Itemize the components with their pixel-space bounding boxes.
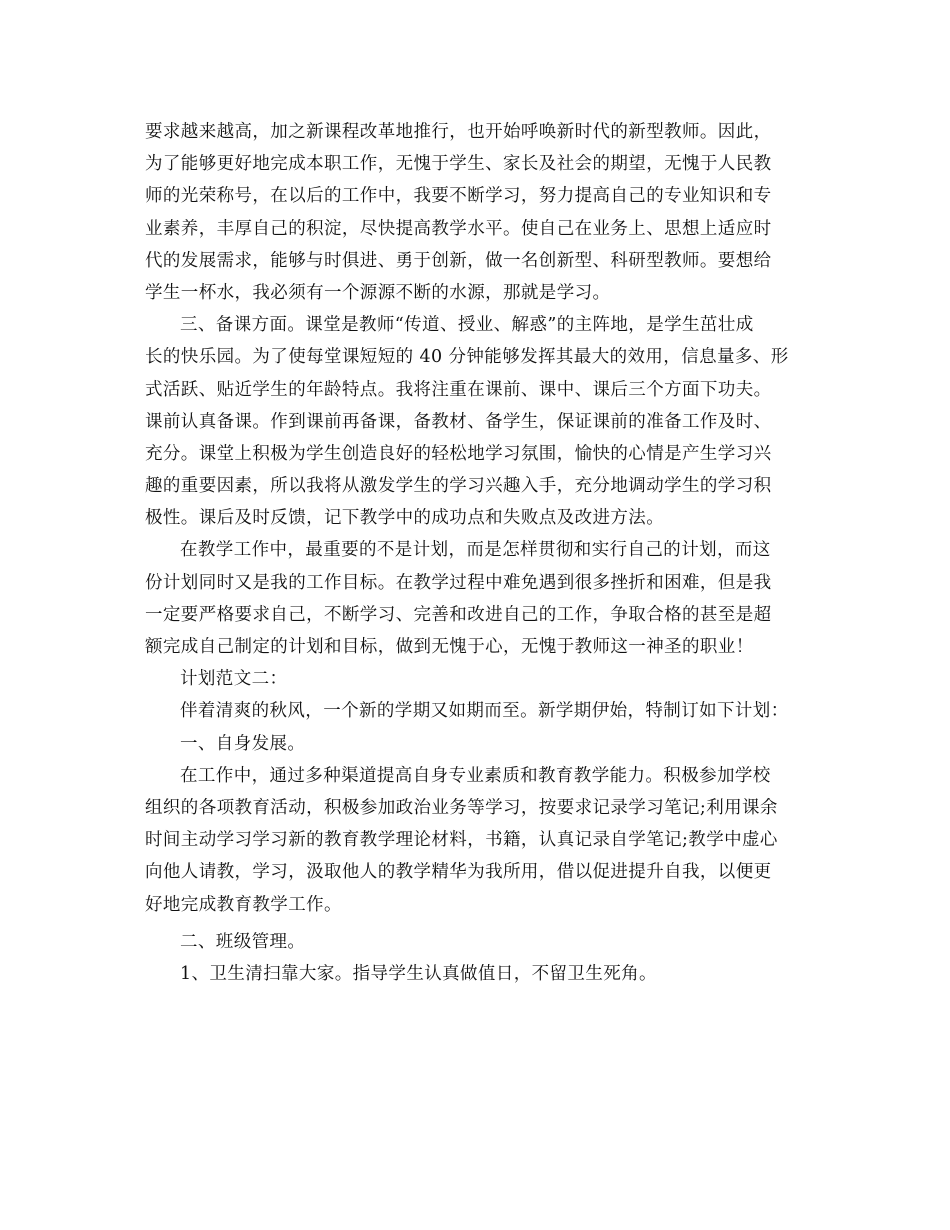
text-line: 伴着清爽的秋风，一个新的学期又如期而至。新学期伊始，特制订如下计划： xyxy=(180,701,789,722)
paragraph xyxy=(145,926,815,958)
text-line: 在教学工作中，最重要的不是计划，而是怎样贯彻和实行自己的计划，而这 xyxy=(180,540,771,561)
paragraph xyxy=(145,695,815,727)
text-line: 二、班级管理。 xyxy=(180,931,306,952)
paragraph xyxy=(145,534,815,663)
paragraph xyxy=(145,309,815,534)
text-line: 1、卫生清扫靠大家。指导学生认真做值日，不留卫生死角。 xyxy=(180,963,657,984)
text-line: 时间主动学习学习新的教育教学理论材料，书籍，认真记录自学笔记;教学中虚心 xyxy=(145,830,778,851)
text-line: 充分。课堂上积极为学生创造良好的轻松地学习氛围，愉快的心情是产生学习兴 xyxy=(145,443,772,464)
paragraph xyxy=(145,116,815,309)
text-line: 为了能够更好地完成本职工作，无愧于学生、家长及社会的期望，无愧于人民教 xyxy=(145,154,772,175)
paragraph xyxy=(145,663,815,695)
paragraph xyxy=(145,958,815,990)
text-line: 份计划同时又是我的工作目标。在教学过程中难免遇到很多挫折和困难，但是我 xyxy=(145,572,772,593)
text-line: 趣的重要因素，所以我将从激发学生的学习兴趣入手，充分地调动学生的学习积 xyxy=(145,476,772,497)
text-line: 课前认真备课。作到课前再备课，备教材、备学生，保证课前的准备工作及时、 xyxy=(145,411,772,432)
text-line: 好地完成教育教学工作。 xyxy=(145,894,342,915)
text-line: 一定要严格要求自己，不断学习、完善和改进自己的工作，争取合格的甚至是超 xyxy=(145,604,772,625)
text-line: 极性。课后及时反馈，记下教学中的成功点和失败点及改进方法。 xyxy=(145,508,665,529)
text-line: 向他人请教，学习，汲取他人的教学精华为我所用，借以促进提升自我，以便更 xyxy=(145,862,772,883)
paragraph xyxy=(145,760,815,921)
text-line: 业素养，丰厚自己的积淀，尽快提高教学水平。使自己在业务上、思想上适应时 xyxy=(145,218,772,239)
text-line: 额完成自己制定的计划和目标，做到无愧于心，无愧于教师这一神圣的职业！ xyxy=(145,637,754,657)
document-page xyxy=(145,116,815,990)
text-line: 师的光荣称号，在以后的工作中，我要不断学习，努力提高自己的专业知识和专 xyxy=(145,186,772,207)
text-line: 式活跃、贴近学生的年龄特点。我将注重在课前、课中、课后三个方面下功夫。 xyxy=(145,379,772,400)
text-line: 一、自身发展。 xyxy=(180,733,306,754)
paragraph xyxy=(145,728,815,760)
text-line: 在工作中，通过多种渠道提高自身专业素质和教育教学能力。积极参加学校 xyxy=(180,765,771,786)
text-line: 学生一杯水，我必须有一个源源不断的水源，那就是学习。 xyxy=(145,282,611,303)
text-line: 要求越来越高，加之新课程改革地推行，也开始呼唤新时代的新型教师。因此， xyxy=(145,122,772,142)
text-line: 长的快乐园。为了使每堂课短短的 40 分钟能够发挥其最大的效用，信息量多、形 xyxy=(145,347,789,368)
text-line: 三、备课方面。课堂是教师“传道、授业、解惑”的主阵地，是学生茁壮成 xyxy=(180,315,754,336)
text-line: 计划范文二： xyxy=(180,669,288,690)
text-line: 代的发展需求，能够与时俱进、勇于创新，做一名创新型、科研型教师。要想给 xyxy=(145,250,772,271)
text-line: 组织的各项教育活动，积极参加政治业务等学习，按要求记录学习笔记;利用课余 xyxy=(145,797,778,818)
